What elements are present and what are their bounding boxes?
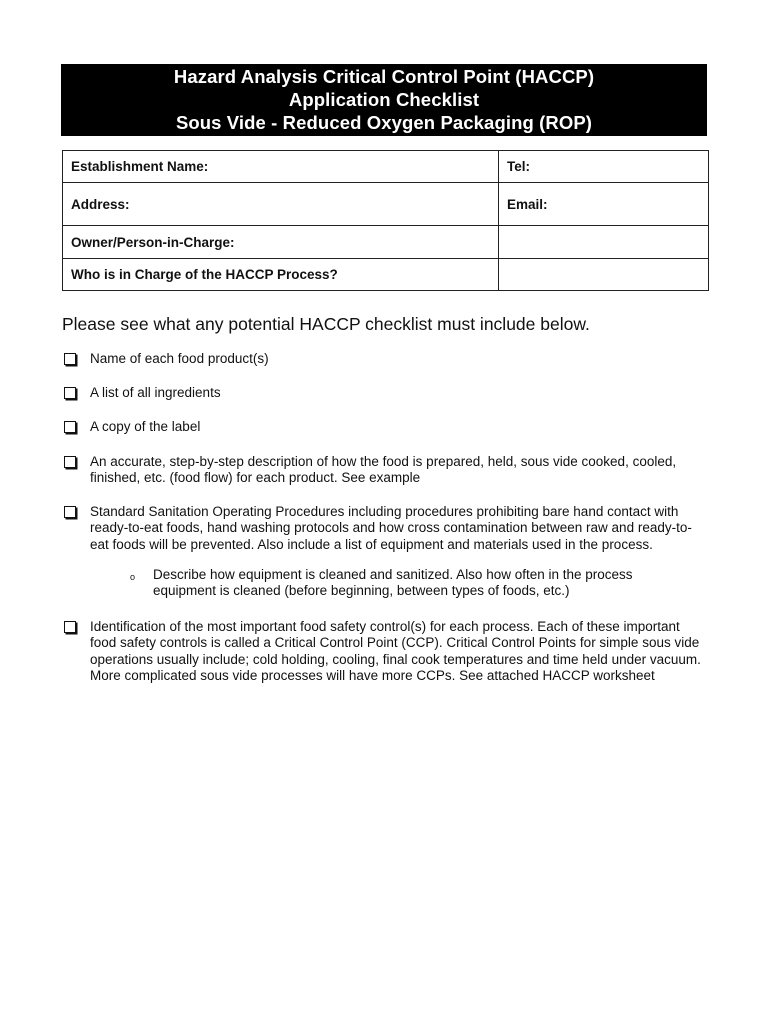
checkbox-icon[interactable] [64, 621, 76, 633]
checkbox-icon[interactable] [64, 387, 76, 399]
checklist-item [64, 419, 704, 435]
document-title-banner [61, 64, 707, 136]
checkbox-icon[interactable] [64, 456, 76, 468]
checklist-item-text: Identification of the most important food safety control(s) for each process. Each of these important food safety controls is called a Critical Control Point (CCP). Critical Control Points for simple sous vide operations usually include; cold holding, cooling, final cook temperatures and time held under vacuum. More complicated sous vide processes will have more CCPs. See attached HACCP worksheet [90, 619, 701, 683]
checklist-item-text: A list of all ingredients [90, 385, 221, 400]
table-row [63, 151, 709, 183]
checklist-item-text: A copy of the label [90, 419, 201, 434]
title-line-2: Application Checklist [288, 89, 480, 110]
checklist-item [64, 504, 704, 553]
table-row [63, 183, 709, 226]
haccp-charge-field-label: Who is in Charge of the HACCP Process? [63, 259, 499, 291]
checklist-subitem [130, 567, 690, 600]
table-row [63, 226, 709, 259]
establishment-info-table [62, 150, 709, 291]
address-field[interactable]: Address: [63, 183, 499, 226]
checklist-subitem-text: Describe how equipment is cleaned and sanitized. Also how often in the process equipment is cleaned (before beginning, between types of foods, etc.) [153, 567, 633, 599]
checklist-item-text: Standard Sanitation Operating Procedures including procedures prohibiting bare hand contact with ready-to-eat foods, hand washing protocols and how cross contamination between raw and ready-to-eat foods will be prevented. Also include a list of equipment and materials used in the process. [90, 504, 692, 552]
checklist-item-text: Name of each food product(s) [90, 351, 269, 366]
checklist-item [64, 351, 704, 367]
checklist-item-text: An accurate, step-by-step description of how the food is prepared, held, sous vide cooked, cooled, finished, etc. (food flow) for each product. See example [90, 454, 677, 486]
checkbox-icon[interactable] [64, 506, 76, 518]
owner-field-label: Owner/Person-in-Charge: [63, 226, 499, 259]
title-line-3: Sous Vide - Reduced Oxygen Packaging (ROP) [175, 112, 593, 133]
haccp-charge-field-input[interactable] [499, 259, 709, 291]
owner-field-input[interactable] [499, 226, 709, 259]
intro-text: Please see what any potential HACCP checklist must include below. [62, 314, 590, 334]
tel-field[interactable]: Tel: [499, 151, 709, 183]
checkbox-icon[interactable] [64, 353, 76, 365]
establishment-name-field[interactable]: Establishment Name: [63, 151, 499, 183]
checklist-item [64, 385, 704, 401]
table-row [63, 259, 709, 291]
checkbox-icon[interactable] [64, 421, 76, 433]
checklist-item [64, 619, 704, 684]
checklist-item [64, 454, 704, 487]
bullet-icon: o [130, 572, 136, 582]
email-field[interactable]: Email: [499, 183, 709, 226]
title-line-1: Hazard Analysis Critical Control Point (HACCP) [173, 66, 595, 87]
